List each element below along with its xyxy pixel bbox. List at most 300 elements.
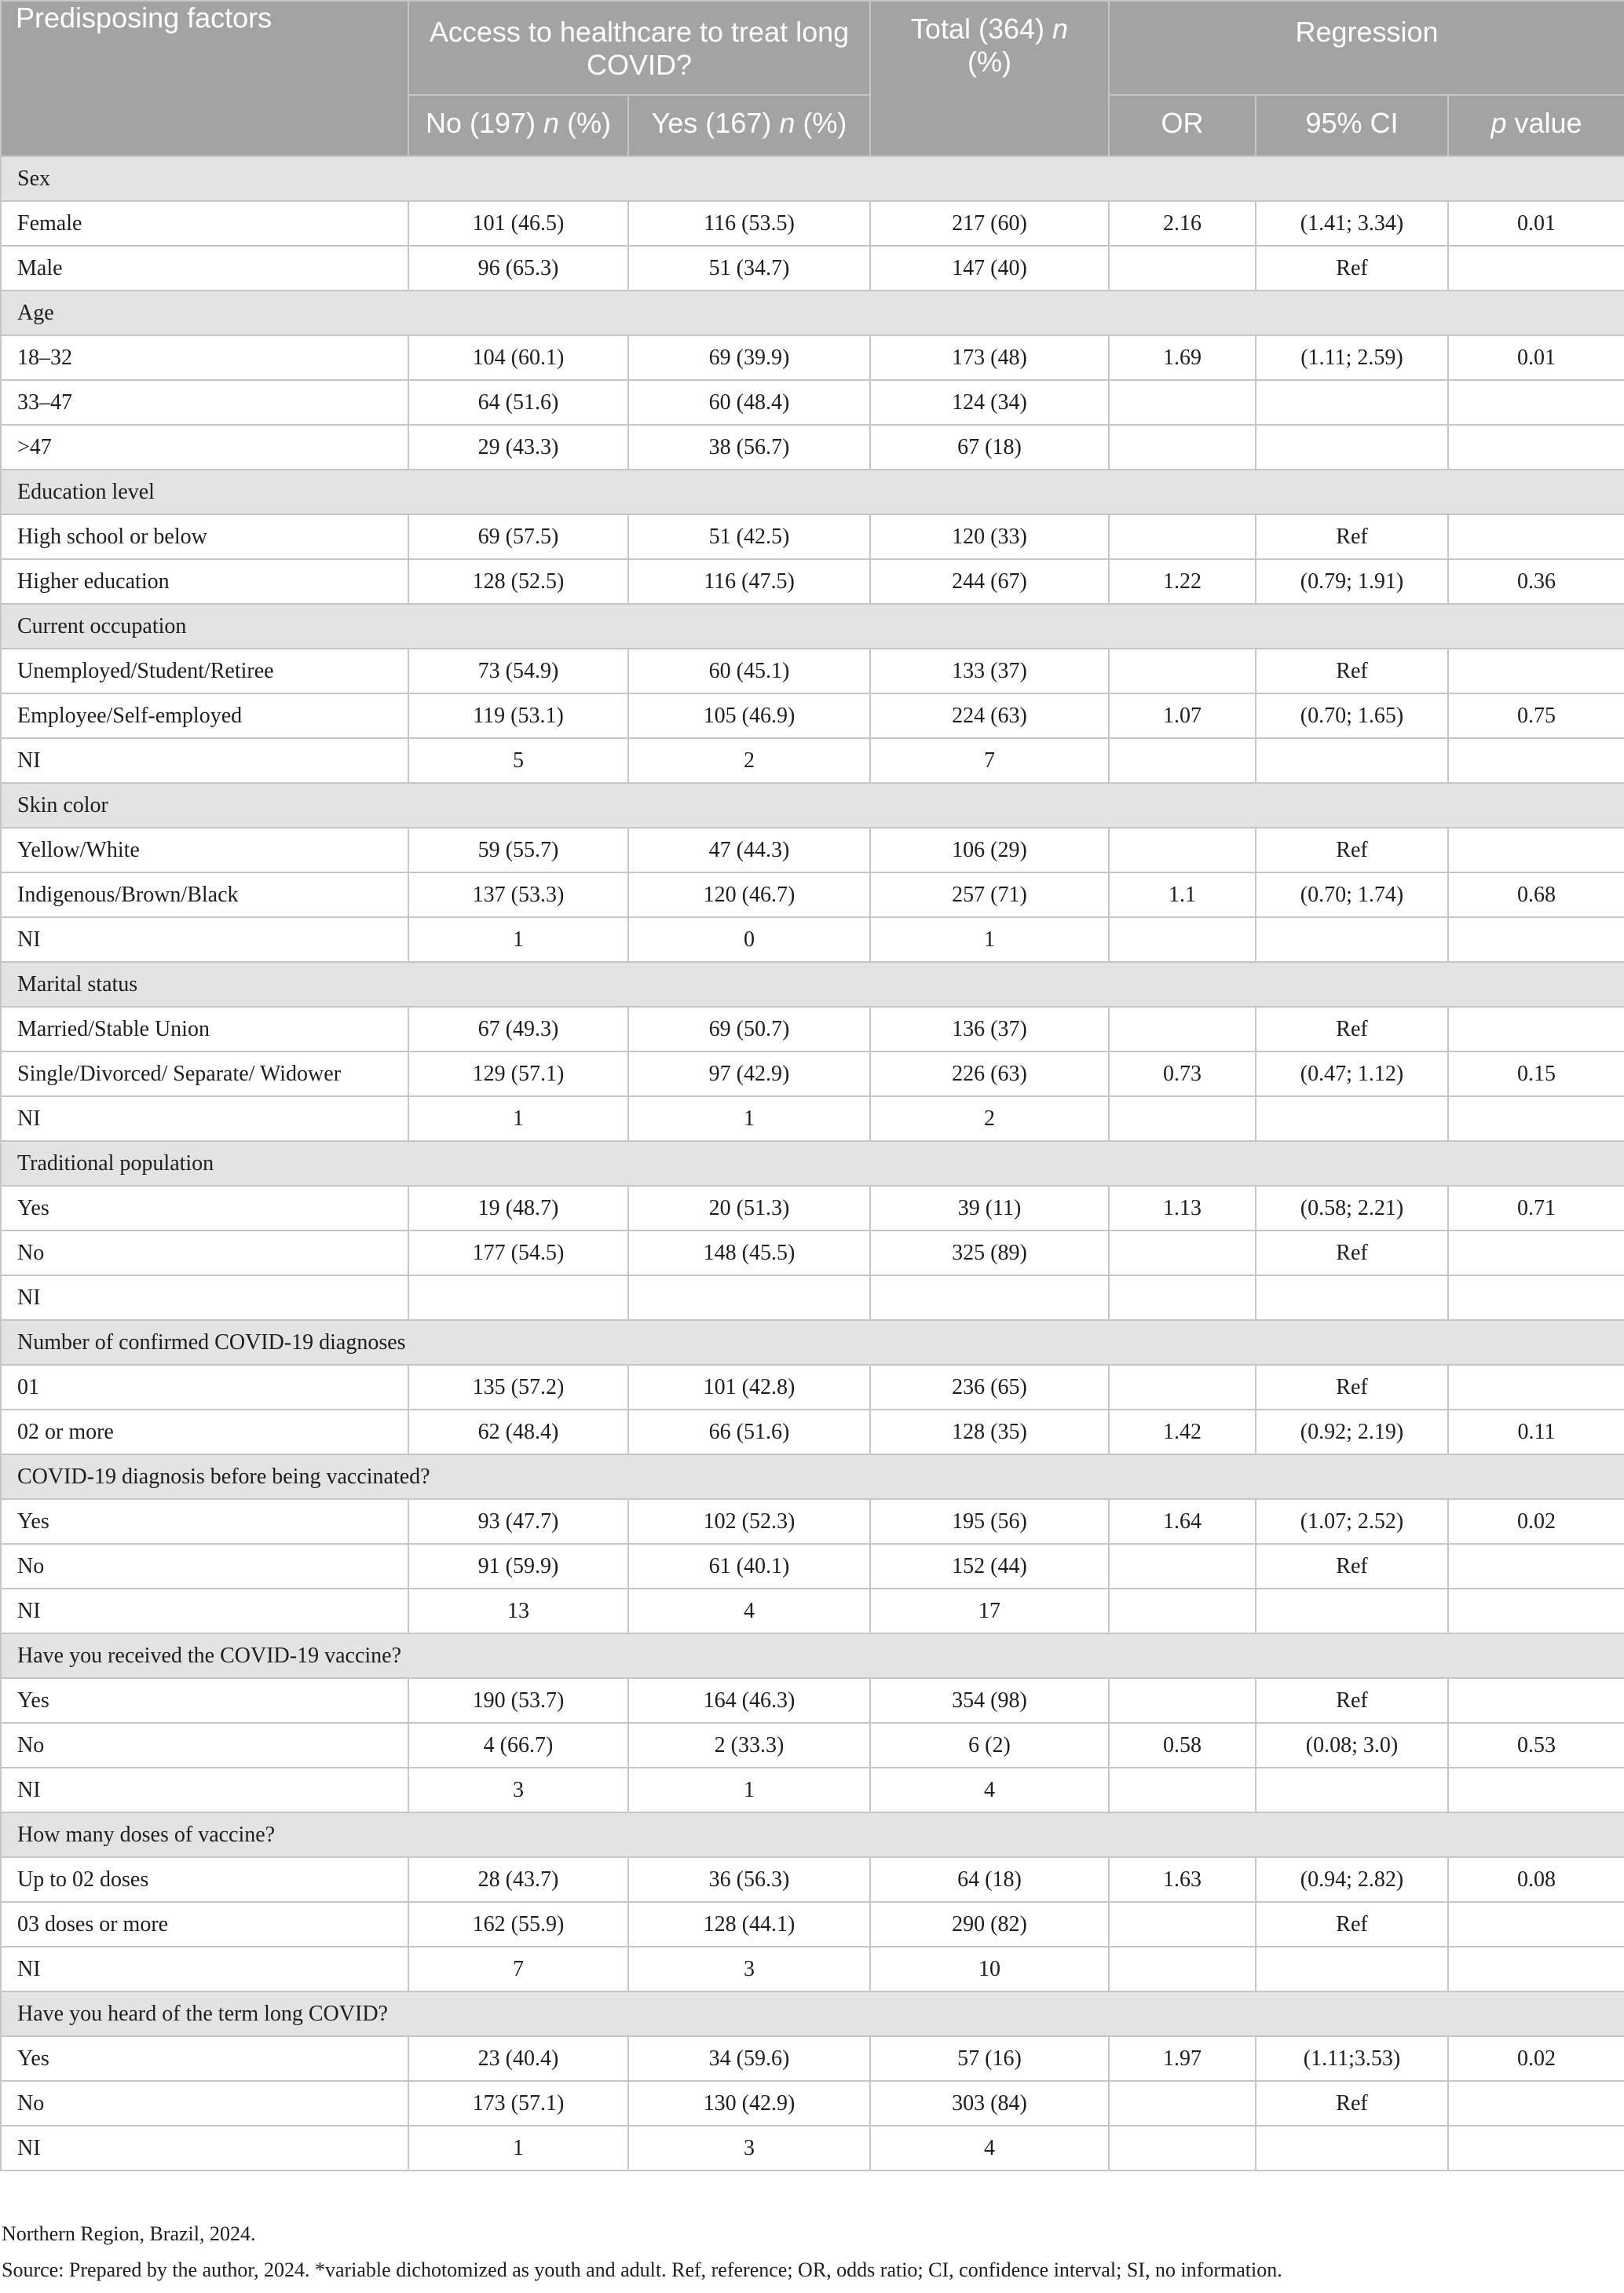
cell-access-yes: 130 (42.9) xyxy=(628,2081,870,2126)
cell-access-yes: 128 (44.1) xyxy=(628,1902,870,1947)
cell-p-value xyxy=(1448,246,1624,291)
cell-access-no: 162 (55.9) xyxy=(408,1902,628,1947)
header-access-group: Access to healthcare to treat long COVID? xyxy=(408,1,870,95)
cell-access-yes: 4 xyxy=(628,1589,870,1633)
cell-ci xyxy=(1256,738,1448,783)
cell-total: 325 (89) xyxy=(870,1231,1109,1275)
cell-access-yes: 51 (34.7) xyxy=(628,246,870,291)
section-header-row xyxy=(1,1633,1624,1678)
row-label: >47 xyxy=(1,425,408,470)
cell-access-no: 29 (43.3) xyxy=(408,425,628,470)
table-row xyxy=(1,380,1624,425)
row-label: NI xyxy=(1,2126,408,2170)
cell-access-yes: 1 xyxy=(628,1096,870,1141)
row-label: NI xyxy=(1,738,408,783)
row-label: Up to 02 doses xyxy=(1,1857,408,1902)
table-row xyxy=(1,1051,1624,1096)
table-row xyxy=(1,1365,1624,1410)
cell-ci xyxy=(1256,1947,1448,1991)
cell-access-no: 101 (46.5) xyxy=(408,201,628,246)
cell-access-no: 5 xyxy=(408,738,628,783)
cell-p-value xyxy=(1448,1365,1624,1410)
table-row xyxy=(1,1007,1624,1051)
row-label: 18–32 xyxy=(1,335,408,380)
cell-or: 0.58 xyxy=(1109,1723,1256,1768)
section-title: Marital status xyxy=(1,962,1624,1007)
cell-total: 128 (35) xyxy=(870,1410,1109,1454)
cell-p-value xyxy=(1448,1768,1624,1812)
cell-p-value xyxy=(1448,738,1624,783)
table-row xyxy=(1,201,1624,246)
table-header xyxy=(1,1,1624,156)
cell-access-no: 59 (55.7) xyxy=(408,828,628,872)
cell-ci xyxy=(1256,1096,1448,1141)
cell-or: 2.16 xyxy=(1109,201,1256,246)
cell-or: 1.07 xyxy=(1109,693,1256,738)
row-label: Married/Stable Union xyxy=(1,1007,408,1051)
cell-or xyxy=(1109,1365,1256,1410)
cell-or: 1.22 xyxy=(1109,559,1256,604)
section-title: Current occupation xyxy=(1,604,1624,649)
section-title: How many doses of vaccine? xyxy=(1,1812,1624,1857)
table-row xyxy=(1,1589,1624,1633)
cell-total: 236 (65) xyxy=(870,1365,1109,1410)
cell-p-value xyxy=(1448,917,1624,962)
cell-ci: Ref xyxy=(1256,246,1448,291)
table-row xyxy=(1,649,1624,693)
cell-access-yes: 116 (47.5) xyxy=(628,559,870,604)
section-title: Age xyxy=(1,291,1624,335)
cell-access-no: 3 xyxy=(408,1768,628,1812)
cell-ci xyxy=(1256,1768,1448,1812)
cell-or xyxy=(1109,246,1256,291)
cell-access-yes: 97 (42.9) xyxy=(628,1051,870,1096)
header-p-italic: p xyxy=(1490,107,1507,139)
cell-or: 1.64 xyxy=(1109,1499,1256,1544)
cell-total: 1 xyxy=(870,917,1109,962)
cell-access-yes: 102 (52.3) xyxy=(628,1499,870,1544)
cell-total: 67 (18) xyxy=(870,425,1109,470)
section-title: Have you received the COVID-19 vaccine? xyxy=(1,1633,1624,1678)
table-row xyxy=(1,1096,1624,1141)
cell-or xyxy=(1109,2126,1256,2170)
row-label: Indigenous/Brown/Black xyxy=(1,872,408,917)
cell-access-no xyxy=(408,1275,628,1320)
cell-or: 1.63 xyxy=(1109,1857,1256,1902)
table-row xyxy=(1,1544,1624,1589)
cell-access-no: 7 xyxy=(408,1947,628,1991)
row-label: Employee/Self-employed xyxy=(1,693,408,738)
section-header-row xyxy=(1,1454,1624,1499)
cell-or xyxy=(1109,1007,1256,1051)
cell-p-value xyxy=(1448,649,1624,693)
cell-ci xyxy=(1256,425,1448,470)
cell-access-yes: 105 (46.9) xyxy=(628,693,870,738)
header-regression: Regression xyxy=(1109,1,1624,95)
cell-access-no: 1 xyxy=(408,917,628,962)
row-label: High school or below xyxy=(1,514,408,559)
cell-p-value xyxy=(1448,1007,1624,1051)
row-label: Yes xyxy=(1,1186,408,1231)
cell-access-no: 1 xyxy=(408,2126,628,2170)
header-access-no-pct: (%) xyxy=(567,107,612,139)
cell-total: 303 (84) xyxy=(870,2081,1109,2126)
cell-ci: (0.94; 2.82) xyxy=(1256,1857,1448,1902)
footnote-source: Source: Prepared by the author, 2024. *variable dichotomized as youth and adult. Ref, reference; OR, odds ratio; CI, confidence interval; SI, no information. xyxy=(2,2258,1282,2281)
cell-ci: (0.70; 1.65) xyxy=(1256,693,1448,738)
cell-p-value xyxy=(1448,425,1624,470)
header-total xyxy=(870,1,1109,156)
table-row xyxy=(1,2036,1624,2081)
cell-access-no: 93 (47.7) xyxy=(408,1499,628,1544)
row-label: Higher education xyxy=(1,559,408,604)
cell-ci: (0.58; 2.21) xyxy=(1256,1186,1448,1231)
cell-ci xyxy=(1256,380,1448,425)
cell-access-yes: 69 (39.9) xyxy=(628,335,870,380)
cell-or: 1.1 xyxy=(1109,872,1256,917)
cell-p-value: 0.11 xyxy=(1448,1410,1624,1454)
cell-total: 217 (60) xyxy=(870,201,1109,246)
row-label: No xyxy=(1,1544,408,1589)
section-header-row xyxy=(1,604,1624,649)
cell-ci xyxy=(1256,2126,1448,2170)
cell-ci: (1.11;3.53) xyxy=(1256,2036,1448,2081)
cell-access-yes: 20 (51.3) xyxy=(628,1186,870,1231)
cell-p-value: 0.36 xyxy=(1448,559,1624,604)
cell-access-no: 69 (57.5) xyxy=(408,514,628,559)
header-access-no-text: No (197) xyxy=(425,107,536,139)
cell-total: 106 (29) xyxy=(870,828,1109,872)
cell-or xyxy=(1109,1678,1256,1723)
cell-access-no: 62 (48.4) xyxy=(408,1410,628,1454)
cell-total: 57 (16) xyxy=(870,2036,1109,2081)
cell-access-yes: 66 (51.6) xyxy=(628,1410,870,1454)
cell-access-no: 177 (54.5) xyxy=(408,1231,628,1275)
cell-access-yes: 34 (59.6) xyxy=(628,2036,870,2081)
cell-or: 1.97 xyxy=(1109,2036,1256,2081)
cell-access-yes: 47 (44.3) xyxy=(628,828,870,872)
header-p-value xyxy=(1448,95,1624,156)
table-row xyxy=(1,828,1624,872)
cell-or xyxy=(1109,1544,1256,1589)
cell-access-yes: 164 (46.3) xyxy=(628,1678,870,1723)
table-row xyxy=(1,738,1624,783)
cell-ci: (0.47; 1.12) xyxy=(1256,1051,1448,1096)
cell-or xyxy=(1109,1231,1256,1275)
cell-p-value: 0.01 xyxy=(1448,335,1624,380)
cell-or xyxy=(1109,2081,1256,2126)
cell-total: 2 xyxy=(870,1096,1109,1141)
cell-total: 17 xyxy=(870,1589,1109,1633)
cell-access-yes: 60 (45.1) xyxy=(628,649,870,693)
cell-p-value xyxy=(1448,1947,1624,1991)
row-label: NI xyxy=(1,1589,408,1633)
table-row xyxy=(1,1678,1624,1723)
cell-ci: Ref xyxy=(1256,1902,1448,1947)
cell-ci: (0.70; 1.74) xyxy=(1256,872,1448,917)
header-total-n: n xyxy=(1052,13,1069,45)
row-label: Female xyxy=(1,201,408,246)
cell-ci: Ref xyxy=(1256,649,1448,693)
header-p-rest: value xyxy=(1514,107,1582,139)
cell-ci: Ref xyxy=(1256,828,1448,872)
table-row xyxy=(1,2081,1624,2126)
cell-total: 4 xyxy=(870,1768,1109,1812)
table-row xyxy=(1,1723,1624,1768)
cell-access-yes: 1 xyxy=(628,1768,870,1812)
cell-access-yes: 0 xyxy=(628,917,870,962)
cell-total: 4 xyxy=(870,2126,1109,2170)
row-label: Yes xyxy=(1,1678,408,1723)
row-label: NI xyxy=(1,1096,408,1141)
cell-total: 224 (63) xyxy=(870,693,1109,738)
cell-access-yes xyxy=(628,1275,870,1320)
cell-ci: Ref xyxy=(1256,1365,1448,1410)
cell-ci xyxy=(1256,1275,1448,1320)
header-predisposing: Predisposing factors xyxy=(1,1,408,156)
table-row xyxy=(1,514,1624,559)
section-title: COVID-19 diagnosis before being vaccinated? xyxy=(1,1454,1624,1499)
row-label: Unemployed/Student/Retiree xyxy=(1,649,408,693)
cell-access-no: 96 (65.3) xyxy=(408,246,628,291)
cell-or xyxy=(1109,917,1256,962)
section-title: Education level xyxy=(1,470,1624,514)
cell-access-no: 129 (57.1) xyxy=(408,1051,628,1096)
table-row xyxy=(1,246,1624,291)
cell-or: 0.73 xyxy=(1109,1051,1256,1096)
section-title: Skin color xyxy=(1,783,1624,828)
table-row xyxy=(1,2126,1624,2170)
cell-access-no: 173 (57.1) xyxy=(408,2081,628,2126)
row-label: 03 doses or more xyxy=(1,1902,408,1947)
section-title: Have you heard of the term long COVID? xyxy=(1,1991,1624,2036)
cell-p-value xyxy=(1448,1096,1624,1141)
cell-p-value: 0.15 xyxy=(1448,1051,1624,1096)
cell-or xyxy=(1109,1096,1256,1141)
row-label: Single/Divorced/ Separate/ Widower xyxy=(1,1051,408,1096)
cell-p-value: 0.53 xyxy=(1448,1723,1624,1768)
cell-ci: Ref xyxy=(1256,1678,1448,1723)
cell-access-yes: 3 xyxy=(628,1947,870,1991)
section-title: Traditional population xyxy=(1,1141,1624,1186)
cell-access-yes: 2 (33.3) xyxy=(628,1723,870,1768)
cell-total: 136 (37) xyxy=(870,1007,1109,1051)
section-header-row xyxy=(1,1320,1624,1365)
header-access-yes-pct: (%) xyxy=(803,107,847,139)
cell-access-yes: 38 (56.7) xyxy=(628,425,870,470)
row-label: Yes xyxy=(1,1499,408,1544)
table-row xyxy=(1,1768,1624,1812)
cell-p-value: 0.75 xyxy=(1448,693,1624,738)
table-row xyxy=(1,1275,1624,1320)
cell-p-value xyxy=(1448,1275,1624,1320)
header-or: OR xyxy=(1109,95,1256,156)
cell-access-yes: 69 (50.7) xyxy=(628,1007,870,1051)
cell-access-no: 119 (53.1) xyxy=(408,693,628,738)
cell-total: 257 (71) xyxy=(870,872,1109,917)
table-row xyxy=(1,693,1624,738)
cell-p-value: 0.02 xyxy=(1448,1499,1624,1544)
cell-p-value xyxy=(1448,2081,1624,2126)
section-header-row xyxy=(1,1141,1624,1186)
cell-access-yes: 2 xyxy=(628,738,870,783)
cell-access-no: 137 (53.3) xyxy=(408,872,628,917)
row-label: NI xyxy=(1,1947,408,1991)
header-total-text: Total (364) xyxy=(910,13,1045,45)
row-label: NI xyxy=(1,1275,408,1320)
cell-total: 244 (67) xyxy=(870,559,1109,604)
cell-or: 1.13 xyxy=(1109,1186,1256,1231)
cell-or xyxy=(1109,1589,1256,1633)
cell-or xyxy=(1109,380,1256,425)
cell-ci: (1.07; 2.52) xyxy=(1256,1499,1448,1544)
section-header-row xyxy=(1,156,1624,201)
cell-or xyxy=(1109,1768,1256,1812)
header-access-yes xyxy=(628,95,870,156)
cell-access-yes: 51 (42.5) xyxy=(628,514,870,559)
cell-or: 1.69 xyxy=(1109,335,1256,380)
cell-p-value xyxy=(1448,1902,1624,1947)
cell-access-no: 135 (57.2) xyxy=(408,1365,628,1410)
footnote-region: Northern Region, Brazil, 2024. xyxy=(2,2222,256,2245)
row-label: 02 or more xyxy=(1,1410,408,1454)
cell-access-yes: 116 (53.5) xyxy=(628,201,870,246)
header-access-yes-n: n xyxy=(779,107,796,139)
cell-total: 354 (98) xyxy=(870,1678,1109,1723)
cell-p-value: 0.01 xyxy=(1448,201,1624,246)
cell-or xyxy=(1109,738,1256,783)
cell-access-no: 23 (40.4) xyxy=(408,2036,628,2081)
cell-ci: (1.41; 3.34) xyxy=(1256,201,1448,246)
row-label: NI xyxy=(1,917,408,962)
cell-total: 7 xyxy=(870,738,1109,783)
cell-p-value xyxy=(1448,380,1624,425)
cell-access-yes: 148 (45.5) xyxy=(628,1231,870,1275)
cell-or xyxy=(1109,425,1256,470)
cell-ci: Ref xyxy=(1256,1544,1448,1589)
cell-access-no: 64 (51.6) xyxy=(408,380,628,425)
cell-total: 10 xyxy=(870,1947,1109,1991)
row-label: No xyxy=(1,1231,408,1275)
cell-or xyxy=(1109,1275,1256,1320)
cell-total: 133 (37) xyxy=(870,649,1109,693)
cell-p-value: 0.08 xyxy=(1448,1857,1624,1902)
cell-or: 1.42 xyxy=(1109,1410,1256,1454)
cell-p-value: 0.02 xyxy=(1448,2036,1624,2081)
row-label: Yes xyxy=(1,2036,408,2081)
section-header-row xyxy=(1,470,1624,514)
row-label: No xyxy=(1,2081,408,2126)
section-header-row xyxy=(1,291,1624,335)
cell-total: 173 (48) xyxy=(870,335,1109,380)
cell-p-value xyxy=(1448,2126,1624,2170)
cell-p-value xyxy=(1448,828,1624,872)
section-header-row xyxy=(1,1991,1624,2036)
cell-ci: Ref xyxy=(1256,2081,1448,2126)
cell-total: 64 (18) xyxy=(870,1857,1109,1902)
cell-ci: Ref xyxy=(1256,1007,1448,1051)
table-row xyxy=(1,1186,1624,1231)
cell-ci: Ref xyxy=(1256,514,1448,559)
section-title: Sex xyxy=(1,156,1624,201)
cell-access-no: 128 (52.5) xyxy=(408,559,628,604)
cell-access-no: 73 (54.9) xyxy=(408,649,628,693)
cell-access-no: 28 (43.7) xyxy=(408,1857,628,1902)
table-row xyxy=(1,1947,1624,1991)
table-row xyxy=(1,1902,1624,1947)
cell-total: 120 (33) xyxy=(870,514,1109,559)
cell-total: 124 (34) xyxy=(870,380,1109,425)
header-ci: 95% CI xyxy=(1256,95,1448,156)
cell-access-no: 67 (49.3) xyxy=(408,1007,628,1051)
section-title: Number of confirmed COVID-19 diagnoses xyxy=(1,1320,1624,1365)
cell-access-yes: 101 (42.8) xyxy=(628,1365,870,1410)
table-row xyxy=(1,1857,1624,1902)
cell-or xyxy=(1109,1947,1256,1991)
cell-ci xyxy=(1256,1589,1448,1633)
cell-total: 152 (44) xyxy=(870,1544,1109,1589)
row-label: Male xyxy=(1,246,408,291)
cell-or xyxy=(1109,1902,1256,1947)
cell-p-value xyxy=(1448,1544,1624,1589)
cell-access-no: 4 (66.7) xyxy=(408,1723,628,1768)
cell-or xyxy=(1109,514,1256,559)
cell-access-no: 19 (48.7) xyxy=(408,1186,628,1231)
cell-p-value xyxy=(1448,1231,1624,1275)
table-row xyxy=(1,1499,1624,1544)
cell-p-value: 0.68 xyxy=(1448,872,1624,917)
row-label: Yellow/White xyxy=(1,828,408,872)
header-total-pct: (%) xyxy=(967,46,1011,78)
cell-total: 290 (82) xyxy=(870,1902,1109,1947)
cell-access-yes: 61 (40.1) xyxy=(628,1544,870,1589)
cell-access-no: 104 (60.1) xyxy=(408,335,628,380)
table-row xyxy=(1,559,1624,604)
cell-or xyxy=(1109,828,1256,872)
cell-ci: (1.11; 2.59) xyxy=(1256,335,1448,380)
cell-access-yes: 120 (46.7) xyxy=(628,872,870,917)
table-row xyxy=(1,425,1624,470)
table-row xyxy=(1,335,1624,380)
cell-ci: (0.79; 1.91) xyxy=(1256,559,1448,604)
cell-access-no: 1 xyxy=(408,1096,628,1141)
header-access-no xyxy=(408,95,628,156)
section-header-row xyxy=(1,1812,1624,1857)
row-label: No xyxy=(1,1723,408,1768)
section-header-row xyxy=(1,962,1624,1007)
row-label: NI xyxy=(1,1768,408,1812)
row-label: 33–47 xyxy=(1,380,408,425)
row-label: 01 xyxy=(1,1365,408,1410)
table-row xyxy=(1,1231,1624,1275)
cell-total xyxy=(870,1275,1109,1320)
cell-ci: Ref xyxy=(1256,1231,1448,1275)
cell-ci xyxy=(1256,917,1448,962)
table-body xyxy=(1,156,1624,2170)
cell-access-no: 13 xyxy=(408,1589,628,1633)
cell-or xyxy=(1109,649,1256,693)
cell-total: 195 (56) xyxy=(870,1499,1109,1544)
section-header-row xyxy=(1,783,1624,828)
cell-p-value xyxy=(1448,1589,1624,1633)
cell-p-value xyxy=(1448,514,1624,559)
cell-total: 147 (40) xyxy=(870,246,1109,291)
cell-p-value xyxy=(1448,1678,1624,1723)
cell-total: 226 (63) xyxy=(870,1051,1109,1096)
cell-access-yes: 60 (48.4) xyxy=(628,380,870,425)
cell-total: 39 (11) xyxy=(870,1186,1109,1231)
cell-ci: (0.92; 2.19) xyxy=(1256,1410,1448,1454)
